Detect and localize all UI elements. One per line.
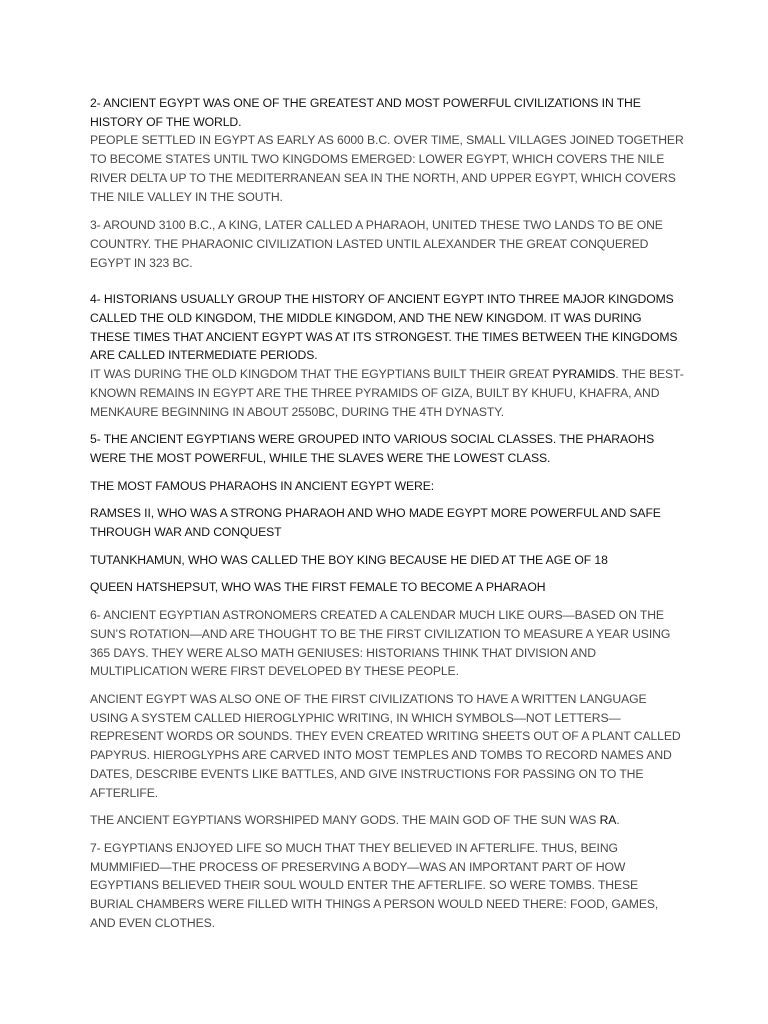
- pyramids-keyword: PYRAMIDS: [552, 367, 616, 382]
- paragraph-hieroglyphs: ANCIENT EGYPT WAS ALSO ONE OF THE FIRST CIVILIZATIONS TO HAVE A WRITTEN LANGUAGE USING A SYSTEM CALLED HIEROGLYPHIC WRITING, IN WHICH SYMBOLS—NOT LETTERS—REPRESENT WORDS OR SOUNDS. THEY EVEN CREATED WRITING SHEETS OUT OF A PLANT CALLED PAPYRUS. HIEROGLYPHS ARE CARVED INTO MOST TEMPLES AND TOMBS TO RECORD NAMES AND DATES, DESCRIBE EVENTS LIKE BATTLES, AND GIVE INSTRUCTIONS FOR PASSING ON TO THE AFTERLIFE.: [90, 691, 681, 800]
- paragraph-gods: [90, 811, 684, 830]
- paragraph-fact-2-heading: 2- ANCIENT EGYPT WAS ONE OF THE GREATEST AND MOST POWERFUL CIVILIZATIONS IN THE HISTORY OF THE WORLD.: [90, 96, 641, 129]
- paragraph-fact-3: 3- AROUND 3100 B.C., A KING, LATER CALLED A PHARAOH, UNITED THESE TWO LANDS TO BE ONE COUNTRY. THE PHARAONIC CIVILIZATION LASTED UNTIL ALEXANDER THE GREAT CONQUERED EGYPT IN 323 BC.: [90, 218, 663, 270]
- ra-keyword: RA: [599, 813, 617, 828]
- gods-text-start: THE ANCIENT EGYPTIANS WORSHIPED MANY GODS. THE MAIN GOD OF THE SUN WAS: [90, 813, 600, 828]
- paragraph-famous-pharaohs: THE MOST FAMOUS PHARAOHS IN ANCIENT EGYPT WERE:: [90, 478, 435, 493]
- paragraph-hatshepsut: QUEEN HATSHEPSUT, WHO WAS THE FIRST FEMALE TO BECOME A PHARAOH: [90, 580, 546, 595]
- paragraph-pyramids: [90, 365, 684, 421]
- paragraph-ramses: RAMSES II, WHO WAS A STRONG PHARAOH AND WHO MADE EGYPT MORE POWERFUL AND SAFE THROUGH WAR AND CONQUEST: [90, 506, 661, 540]
- gods-text-end: .: [616, 813, 620, 828]
- pyramids-text-end: . THE BEST-KNOWN REMAINS IN EGYPT ARE THE THREE PYRAMIDS OF GIZA, BUILT BY KHUFU, KHAFRA, AND MENKAURE BEGINNING IN ABOUT 2550BC, DURING THE 4TH DYNASTY.: [90, 367, 684, 419]
- paragraph-fact-7: 7- EGYPTIANS ENJOYED LIFE SO MUCH THAT THEY BELIEVED IN AFTERLIFE. THUS, BEING MUMMIFIED—THE PROCESS OF PRESERVING A BODY—WAS AN IMPORTANT PART OF HOW EGYPTIANS BELIEVED THEIR SOUL WOULD ENTER THE AFTERLIFE. SO WERE TOMBS. THESE BURIAL CHAMBERS WERE FILLED WITH THINGS A PERSON WOULD NEED THERE: FOOD, GAMES, AND EVEN CLOTHES.: [90, 840, 659, 930]
- pyramids-text-start: IT WAS DURING THE OLD KINGDOM THAT THE EGYPTIANS BUILT THEIR GREAT: [90, 367, 553, 382]
- paragraph-fact-6: 6- ANCIENT EGYPTIAN ASTRONOMERS CREATED A CALENDAR MUCH LIKE OURS—BASED ON THE SUN’S ROTATION—AND ARE THOUGHT TO BE THE FIRST CIVILIZATION TO MEASURE A YEAR USING 365 DAYS. THEY WERE ALSO MATH GENIUSES: HISTORIANS THINK THAT DIVISION AND MULTIPLICATION WERE FIRST DEVELOPED BY THESE PEOPLE.: [90, 608, 671, 679]
- paragraph-settlement: PEOPLE SETTLED IN EGYPT AS EARLY AS 6000 B.C. OVER TIME, SMALL VILLAGES JOINED TOGETHER TO BECOME STATES UNTIL TWO KINGDOMS EMERGED: LOWER EGYPT, WHICH COVERS THE NILE RIVER DELTA UP TO THE MEDITERRANEAN SEA IN THE NORTH, AND UPPER EGYPT, WHICH COVERS THE NILE VALLEY IN THE SOUTH.: [90, 133, 684, 204]
- paragraph-fact-4: 4- HISTORIANS USUALLY GROUP THE HISTORY OF ANCIENT EGYPT INTO THREE MAJOR KINGDOMS CALLED THE OLD KINGDOM, THE MIDDLE KINGDOM, AND THE NEW KINGDOM. IT WAS DURING THESE TIMES THAT ANCIENT EGYPT WAS AT ITS STRONGEST. THE TIMES BETWEEN THE KINGDOMS ARE CALLED INTERMEDIATE PERIODS.: [90, 292, 678, 363]
- paragraph-fact-5: 5- THE ANCIENT EGYPTIANS WERE GROUPED INTO VARIOUS SOCIAL CLASSES. THE PHARAOHS WERE THE MOST POWERFUL, WHILE THE SLAVES WERE THE LOWEST CLASS.: [90, 432, 655, 465]
- document-page: [90, 94, 684, 932]
- paragraph-tutankhamun: TUTANKHAMUN, WHO WAS CALLED THE BOY KING BECAUSE HE DIED AT THE AGE OF 18: [90, 552, 608, 567]
